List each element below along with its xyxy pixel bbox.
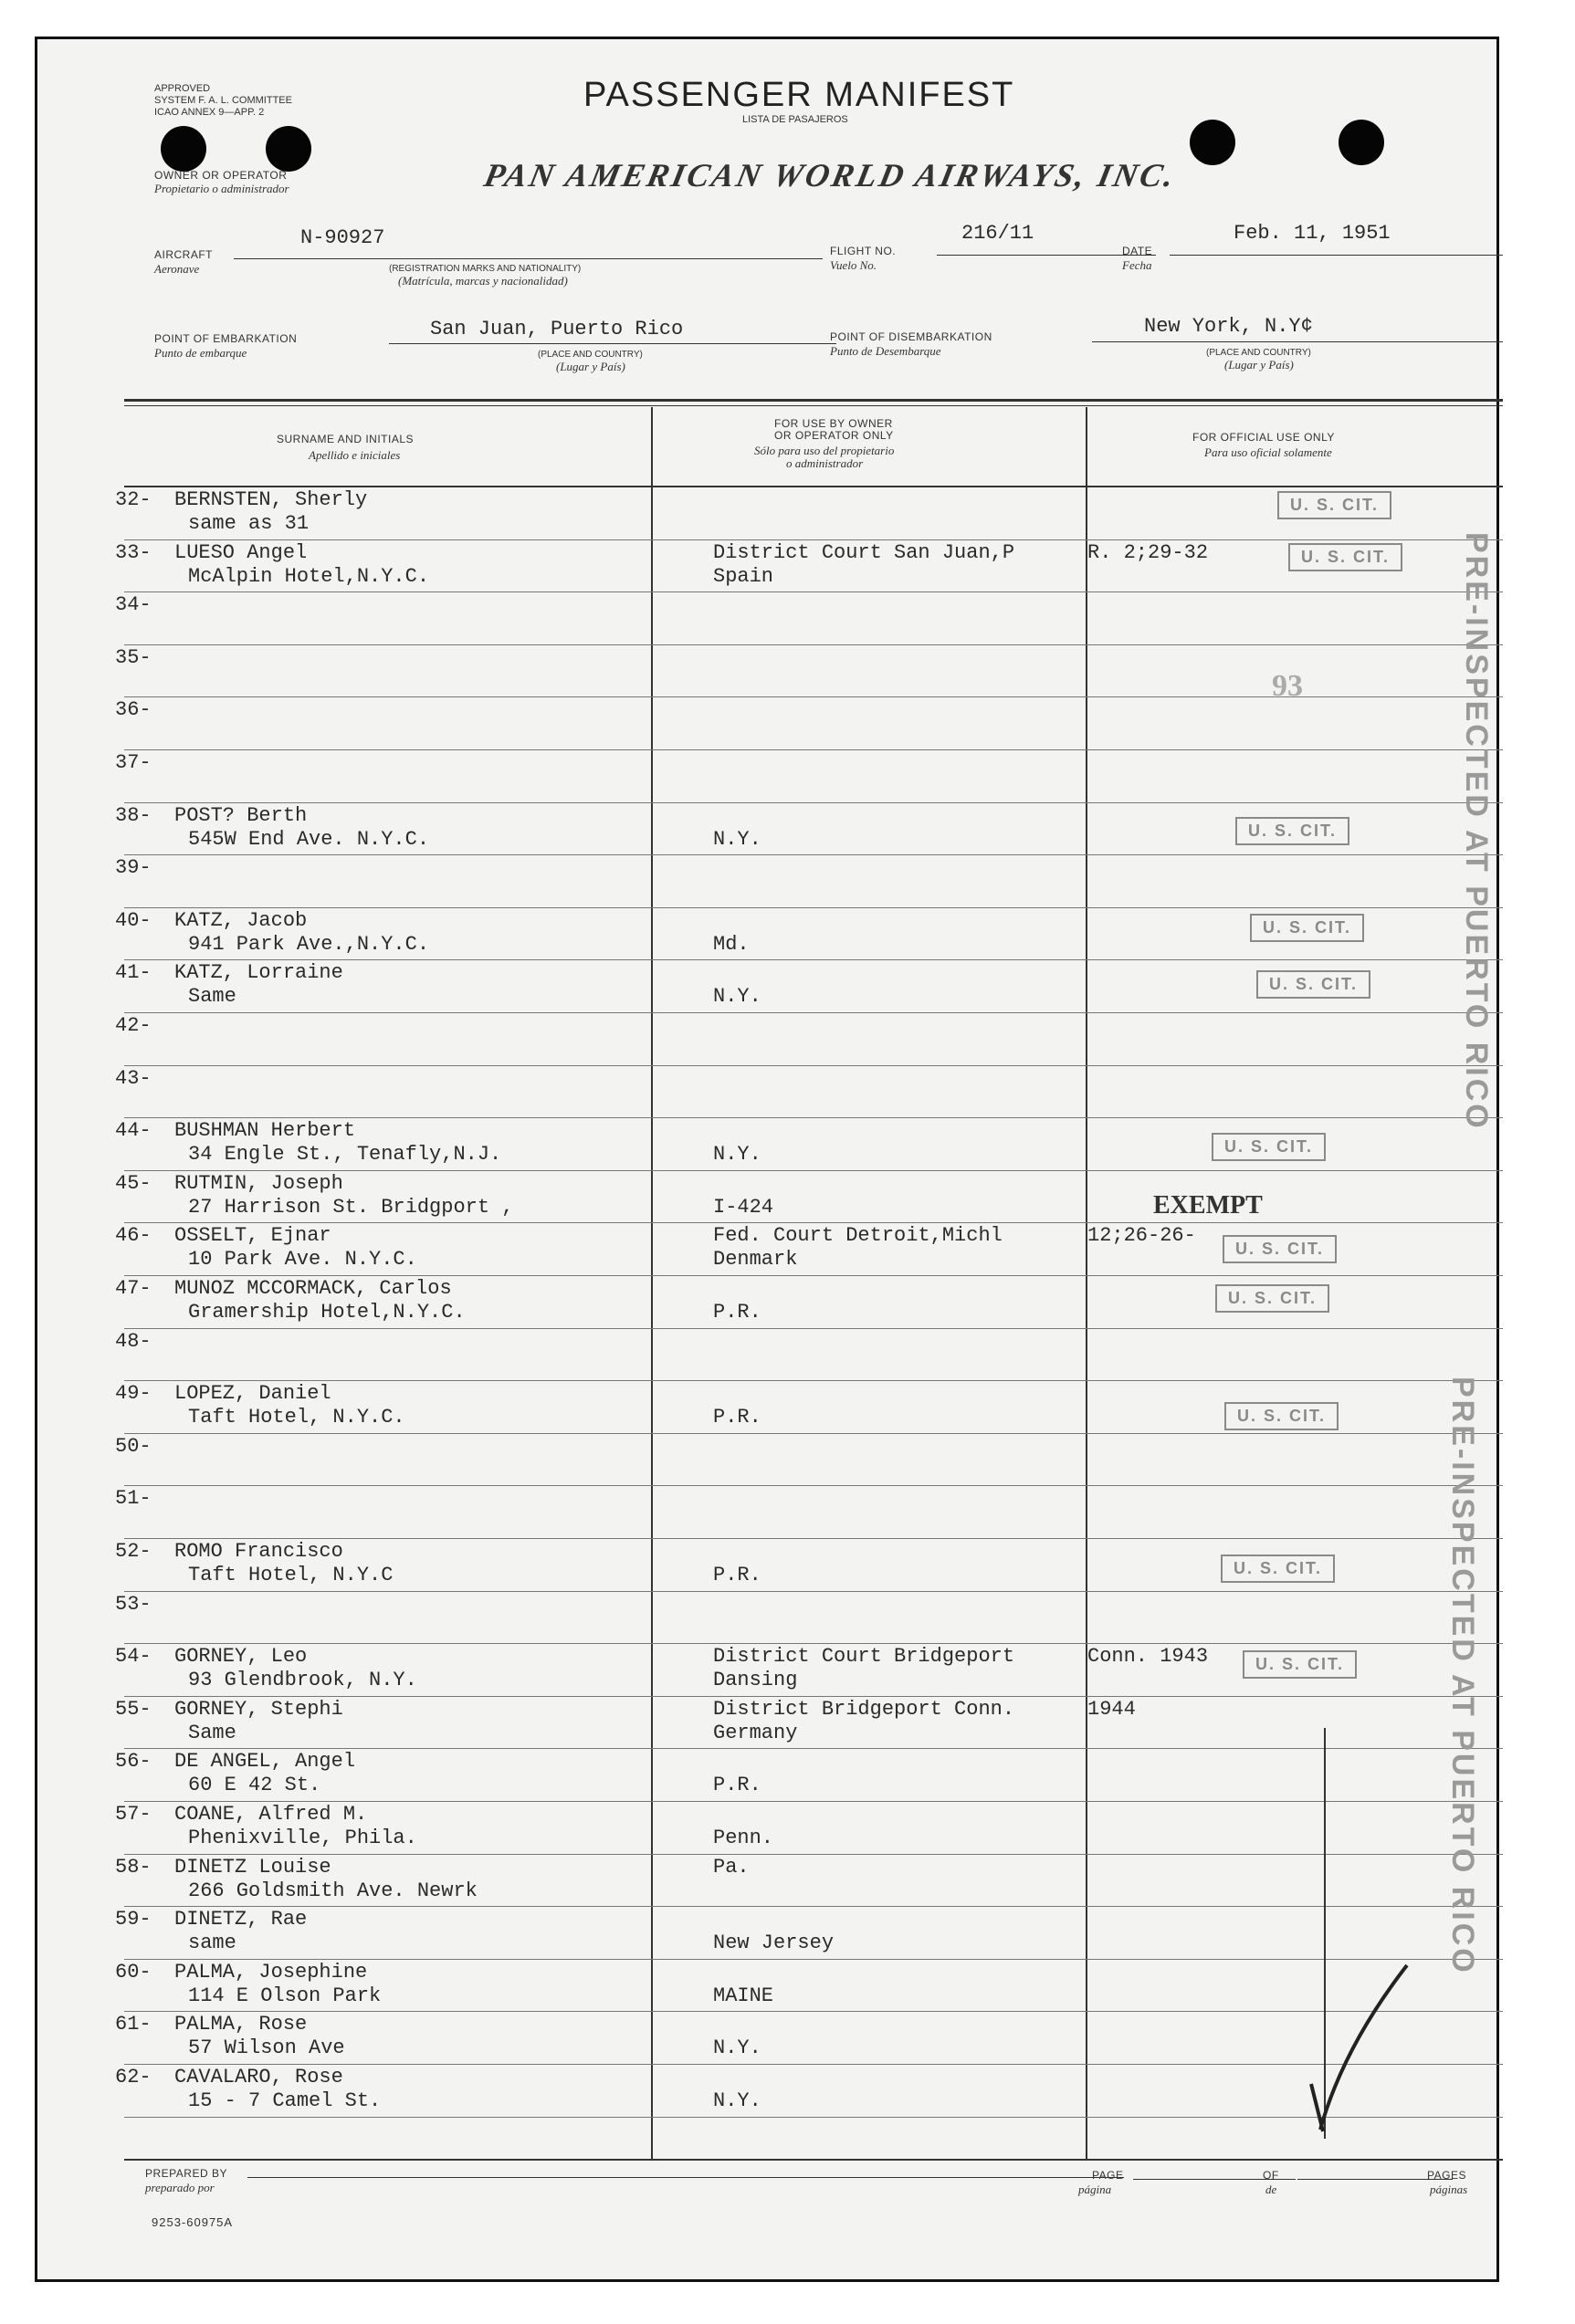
entry-number: 35- xyxy=(115,645,152,669)
entry-number: 40- xyxy=(115,908,152,932)
owner-note-2: I-424 xyxy=(713,1195,774,1219)
owner-label: OWNER OR OPERATOR xyxy=(154,169,288,182)
owner-note-2: Germany xyxy=(713,1721,798,1744)
disembark-value: New York, N.Y¢ xyxy=(1144,315,1313,338)
entry-number: 47- xyxy=(115,1277,152,1300)
preinspected-stamp: PRE-INSPECTED AT PUERTO RICO xyxy=(1459,532,1494,1131)
entry-number: 61- xyxy=(115,2013,152,2036)
of-label-es: de xyxy=(1265,2183,1277,2196)
passenger-name: OSSELT, Ejnar xyxy=(174,1224,331,1248)
passenger-address: 941 Park Ave.,N.Y.C. xyxy=(188,932,430,956)
page-title-es: LISTA DE PASAJEROS xyxy=(742,114,848,125)
owner-note-2: Denmark xyxy=(713,1248,798,1272)
us-cit-stamp: U. S. CIT. xyxy=(1288,543,1402,571)
pages-label: PAGES xyxy=(1427,2169,1466,2182)
aircraft-label-es: Aeronave xyxy=(154,262,200,276)
passenger-name: LOPEZ, Daniel xyxy=(174,1382,331,1406)
passenger-name: LUESO Angel xyxy=(174,540,308,564)
owner-note-2: N.Y. xyxy=(713,985,761,1009)
entry-number: 52- xyxy=(115,1540,152,1563)
owner-note-2: Penn. xyxy=(713,1827,774,1849)
passenger-name: DE ANGEL, Angel xyxy=(174,1750,356,1774)
owner-note-2: N.Y. xyxy=(713,1143,761,1167)
registration-caption-es: (Matrícula, marcas y nacionalidad) xyxy=(398,274,568,288)
entry-number: 50- xyxy=(115,1434,152,1458)
passenger-address: Taft Hotel, N.Y.C xyxy=(188,1564,394,1586)
disembark-label: POINT OF DISEMBARKATION xyxy=(830,330,992,343)
entry-number: 59- xyxy=(115,1908,152,1931)
column-header-surname: SURNAME AND INITIALS xyxy=(277,433,415,445)
passenger-address: 114 E Olson Park xyxy=(188,1984,382,2007)
owner-note-2: Dansing xyxy=(713,1669,798,1692)
us-cit-stamp: U. S. CIT. xyxy=(1250,914,1364,942)
passenger-address: 10 Park Ave. N.Y.C. xyxy=(188,1248,417,1272)
punch-hole-4 xyxy=(1339,120,1384,165)
passenger-address: Same xyxy=(188,985,236,1009)
preinspected-stamp: PRE-INSPECTED AT PUERTO RICO xyxy=(1445,1377,1480,1975)
flight-label: FLIGHT NO. xyxy=(830,245,897,257)
entry-number: 62- xyxy=(115,2066,152,2088)
airline-name: PAN AMERICAN WORLD AIRWAYS, INC. xyxy=(480,157,1181,194)
passenger-address: same as 31 xyxy=(188,512,310,535)
passenger-name: PALMA, Rose xyxy=(174,2013,308,2036)
passenger-name: ROMO Francisco xyxy=(174,1540,343,1563)
punch-hole-2 xyxy=(266,126,311,172)
owner-label-es: Propietario o administrador xyxy=(154,182,289,195)
disembark-place-caption-es: (Lugar y País) xyxy=(1224,358,1294,372)
entry-number: 45- xyxy=(115,1171,152,1195)
passenger-address: 266 Goldsmith Ave. Newrk xyxy=(188,1879,478,1902)
owner-note-2: N.Y. xyxy=(713,2089,761,2112)
official-note: R. 2;29-32 xyxy=(1087,540,1209,564)
us-cit-stamp: U. S. CIT. xyxy=(1235,817,1349,845)
approved-line-3: ICAO ANNEX 9—APP. 2 xyxy=(154,107,265,118)
passenger-address: 34 Engle St., Tenafly,N.J. xyxy=(188,1143,502,1167)
us-cit-stamp: U. S. CIT. xyxy=(1221,1555,1335,1583)
column-header-surname-es: Apellido e iniciales xyxy=(309,448,401,462)
passenger-address: 15 - 7 Camel St. xyxy=(188,2089,382,2112)
entry-number: 43- xyxy=(115,1066,152,1090)
us-cit-stamp: U. S. CIT. xyxy=(1223,1235,1337,1263)
entry-number: 36- xyxy=(115,698,152,722)
us-cit-stamp: U. S. CIT. xyxy=(1256,970,1370,999)
owner-note-2: Md. xyxy=(713,932,750,956)
date-label-es: Fecha xyxy=(1122,258,1152,272)
us-cit-stamp: U. S. CIT. xyxy=(1215,1284,1329,1313)
pages-label-es: páginas xyxy=(1430,2183,1468,2196)
date-label: DATE xyxy=(1122,245,1153,257)
page-title: PASSENGER MANIFEST xyxy=(583,76,1015,114)
owner-note: District Court Bridgeport xyxy=(713,1645,1015,1669)
exempt-note: EXEMPT xyxy=(1153,1191,1263,1220)
owner-note: District Court San Juan,P xyxy=(713,540,1015,564)
punch-hole-1 xyxy=(161,126,206,172)
passenger-name: COANE, Alfred M. xyxy=(174,1803,368,1826)
passenger-address: Same xyxy=(188,1721,236,1744)
entry-number: 38- xyxy=(115,803,152,827)
aircraft-label: AIRCRAFT xyxy=(154,248,213,261)
of-label: OF xyxy=(1263,2169,1279,2182)
passenger-name: DINETZ Louise xyxy=(174,1855,331,1879)
entry-number: 48- xyxy=(115,1329,152,1353)
entry-number: 32- xyxy=(115,488,152,511)
passenger-address: Taft Hotel, N.Y.C. xyxy=(188,1406,405,1429)
form-number: 9253-60975A xyxy=(152,2215,234,2229)
passenger-address: McAlpin Hotel,N.Y.C. xyxy=(188,564,430,588)
official-note: Conn. 1943 xyxy=(1087,1645,1209,1669)
prepared-label-es: preparado por xyxy=(145,2181,215,2194)
manifest-sheet xyxy=(35,37,1499,2282)
column-header-owner-a: FOR USE BY OWNER xyxy=(774,417,893,430)
passenger-address: 57 Wilson Ave xyxy=(188,2036,345,2060)
count-stamp: 93 xyxy=(1272,669,1303,703)
owner-note-2: N.Y. xyxy=(713,827,761,851)
embark-label-es: Punto de embarque xyxy=(154,346,247,360)
column-header-owner-es-b: o administrador xyxy=(786,456,864,470)
us-cit-stamp: U. S. CIT. xyxy=(1277,491,1391,519)
aircraft-value: N-90927 xyxy=(300,226,385,249)
passenger-name: PALMA, Josephine xyxy=(174,1960,368,1984)
entry-number: 51- xyxy=(115,1487,152,1511)
entry-number: 58- xyxy=(115,1855,152,1879)
passenger-address: same xyxy=(188,1931,236,1955)
flight-value: 216/11 xyxy=(961,222,1034,245)
passenger-name: POST? Berth xyxy=(174,803,308,827)
entry-number: 34- xyxy=(115,593,152,617)
passenger-name: KATZ, Lorraine xyxy=(174,961,343,985)
embark-place-caption: (PLACE AND COUNTRY) xyxy=(538,350,643,360)
entry-number: 49- xyxy=(115,1382,152,1406)
official-note: 1944 xyxy=(1087,1697,1136,1721)
date-value: Feb. 11, 1951 xyxy=(1234,222,1391,245)
entry-number: 33- xyxy=(115,540,152,564)
owner-note-2: MAINE xyxy=(713,1984,774,2007)
embark-label: POINT OF EMBARKATION xyxy=(154,332,298,345)
passenger-name: KATZ, Jacob xyxy=(174,908,308,932)
approved-line-2: SYSTEM F. A. L. COMMITTEE xyxy=(154,95,292,106)
disembark-label-es: Punto de Desembarque xyxy=(830,344,941,358)
owner-note-2: P.R. xyxy=(713,1564,761,1586)
passenger-address: Gramership Hotel,N.Y.C. xyxy=(188,1301,466,1324)
passenger-name: GORNEY, Stephi xyxy=(174,1697,343,1721)
column-header-owner-es-a: Sólo para uso del propietario xyxy=(754,444,895,457)
us-cit-stamp: U. S. CIT. xyxy=(1243,1650,1357,1679)
entry-number: 60- xyxy=(115,1960,152,1984)
passenger-address: 545W End Ave. N.Y.C. xyxy=(188,827,430,851)
entry-number: 39- xyxy=(115,856,152,880)
column-header-official-es: Para uso oficial solamente xyxy=(1204,445,1332,459)
passenger-name: RUTMIN, Joseph xyxy=(174,1171,343,1195)
embark-place-caption-es: (Lugar y País) xyxy=(556,360,625,373)
entry-number: 37- xyxy=(115,751,152,774)
entry-number: 42- xyxy=(115,1014,152,1037)
owner-note-2: P.R. xyxy=(713,1406,761,1429)
embark-value: San Juan, Puerto Rico xyxy=(430,318,684,340)
registration-caption: (REGISTRATION MARKS AND NATIONALITY) xyxy=(389,264,582,274)
passenger-name: CAVALARO, Rose xyxy=(174,2066,343,2088)
column-header-owner-b: OR OPERATOR ONLY xyxy=(774,429,894,442)
prepared-label: PREPARED BY xyxy=(145,2167,227,2180)
approved-line-1: APPROVED xyxy=(154,83,211,94)
owner-note: Pa. xyxy=(713,1855,750,1879)
passenger-address: 93 Glendbrook, N.Y. xyxy=(188,1669,417,1692)
check-mark-icon xyxy=(1270,1701,1434,2175)
passenger-name: BERNSTEN, Sherly xyxy=(174,488,368,511)
owner-note-2: New Jersey xyxy=(713,1931,835,1955)
passenger-name: MUNOZ MCCORMACK, Carlos xyxy=(174,1277,452,1300)
passenger-name: BUSHMAN Herbert xyxy=(174,1119,356,1143)
flight-label-es: Vuelo No. xyxy=(830,258,877,272)
disembark-place-caption: (PLACE AND COUNTRY) xyxy=(1206,348,1311,358)
owner-note-2: P.R. xyxy=(713,1301,761,1324)
owner-note: Fed. Court Detroit,Michl xyxy=(713,1224,1003,1248)
passenger-address: Phenixville, Phila. xyxy=(188,1827,417,1849)
page-label-es: página xyxy=(1078,2183,1112,2196)
owner-note-2: P.R. xyxy=(713,1774,761,1797)
page-label: PAGE xyxy=(1092,2169,1124,2182)
official-note: 12;26-26- xyxy=(1087,1224,1196,1248)
entry-number: 44- xyxy=(115,1119,152,1143)
entry-number: 56- xyxy=(115,1750,152,1774)
owner-note-2: N.Y. xyxy=(713,2036,761,2060)
us-cit-stamp: U. S. CIT. xyxy=(1224,1402,1339,1430)
passenger-address: 60 E 42 St. xyxy=(188,1774,321,1797)
passenger-address: 27 Harrison St. Bridgport , xyxy=(188,1195,514,1219)
column-header-official: FOR OFFICIAL USE ONLY xyxy=(1192,431,1335,444)
entry-number: 55- xyxy=(115,1697,152,1721)
punch-hole-3 xyxy=(1190,120,1235,165)
passenger-name: GORNEY, Leo xyxy=(174,1645,308,1669)
owner-note-2: Spain xyxy=(713,564,774,588)
us-cit-stamp: U. S. CIT. xyxy=(1212,1133,1326,1161)
entry-number: 57- xyxy=(115,1803,152,1826)
passenger-name: DINETZ, Rae xyxy=(174,1908,308,1931)
entry-number: 53- xyxy=(115,1592,152,1616)
entry-number: 41- xyxy=(115,961,152,985)
entry-number: 54- xyxy=(115,1645,152,1669)
owner-note: District Bridgeport Conn. xyxy=(713,1697,1015,1721)
entry-number: 46- xyxy=(115,1224,152,1248)
